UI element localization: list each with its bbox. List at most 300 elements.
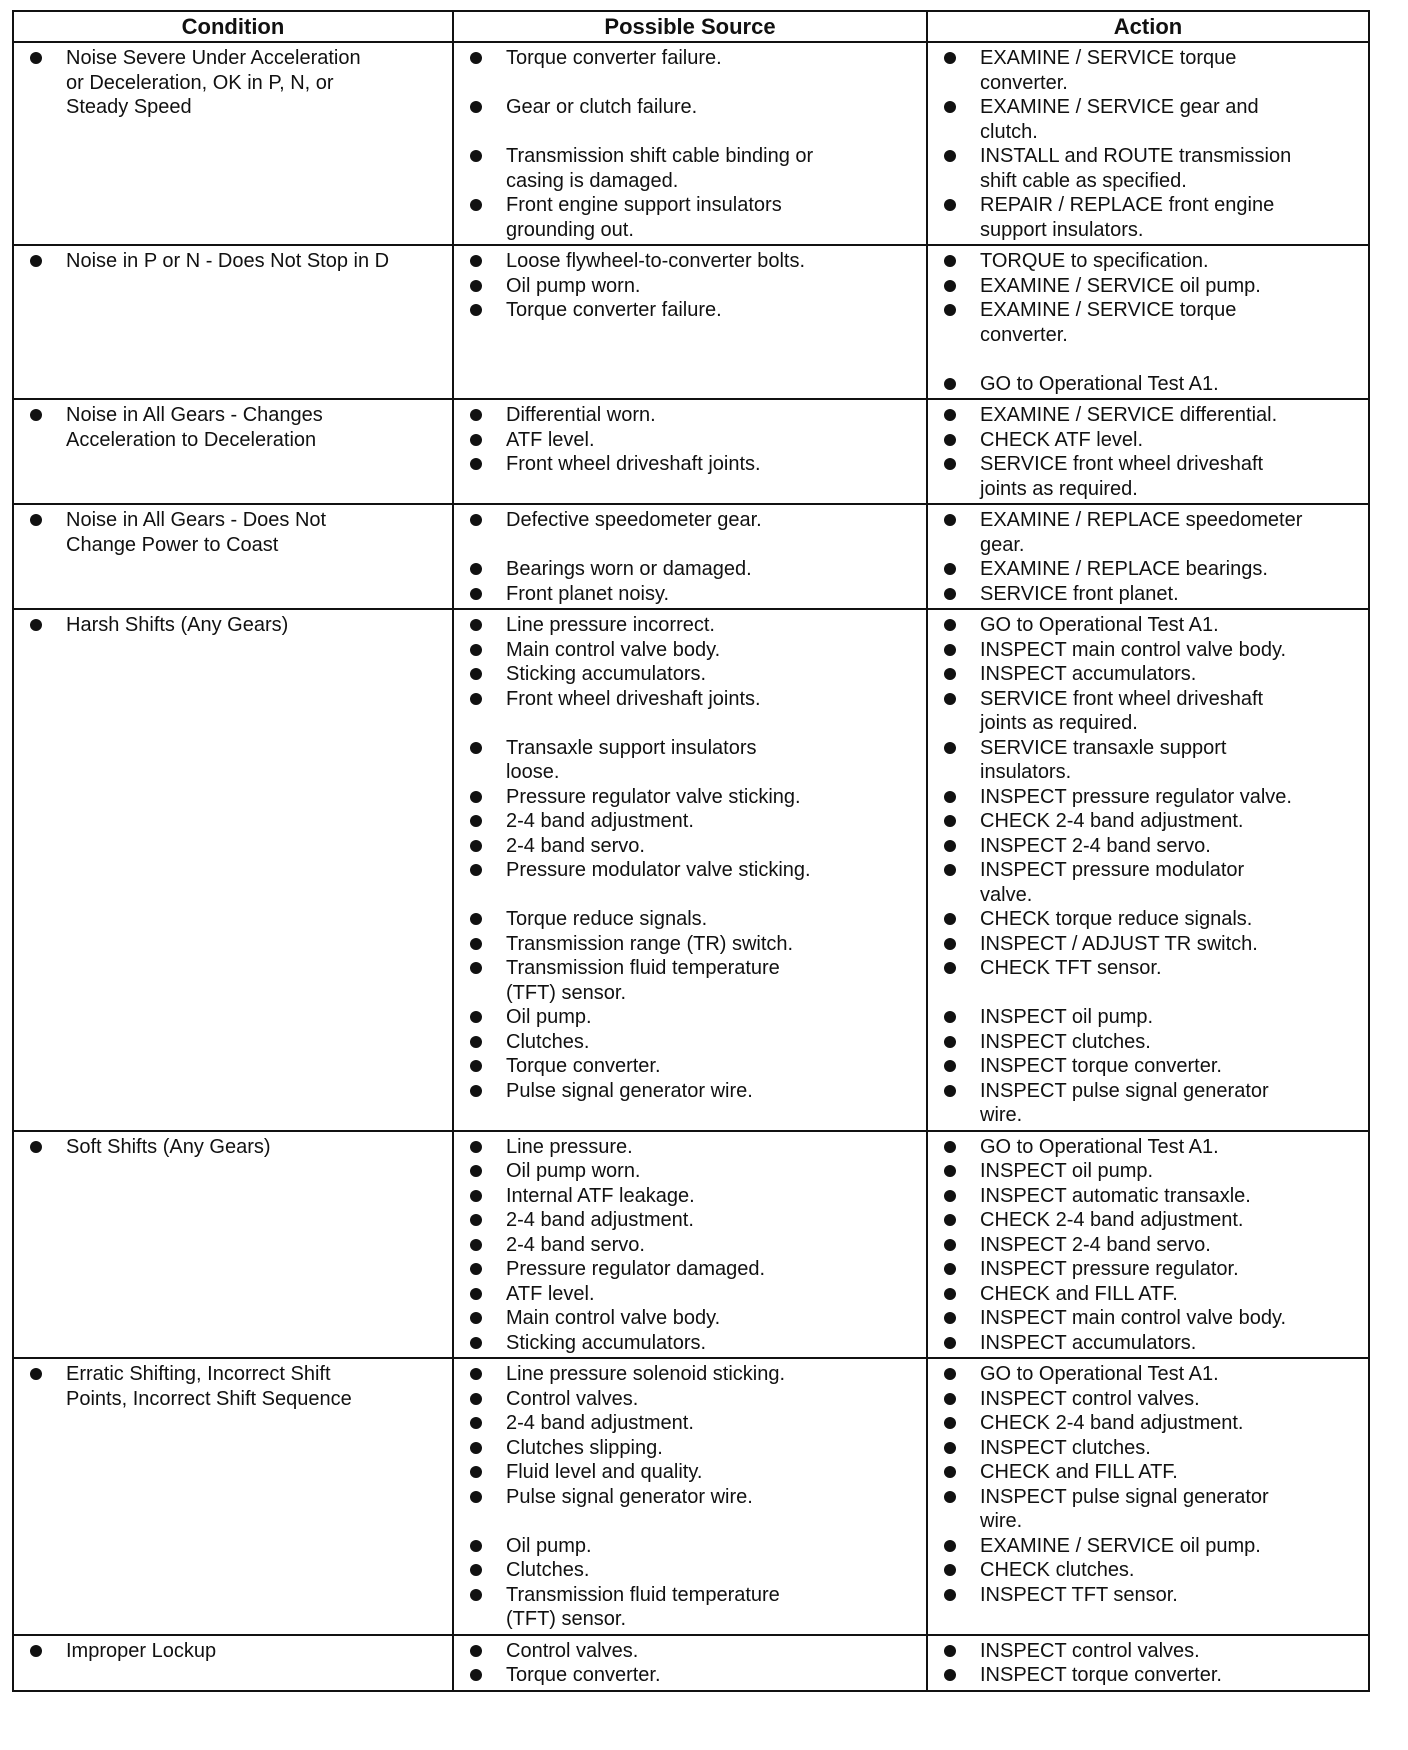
- bullet-icon: [944, 938, 956, 950]
- action-text: INSPECT oil pump.: [980, 1006, 1154, 1028]
- bullet-icon: [944, 1491, 956, 1503]
- condition-text: Noise in All Gears - Does Not Change Power to Coast: [66, 509, 327, 556]
- source-text: 2-4 band adjustment.: [506, 1209, 694, 1231]
- bullet-icon: [470, 1417, 482, 1429]
- bullet-icon: [944, 815, 956, 827]
- bullet-icon: [470, 1141, 482, 1153]
- bullet-icon: [944, 1263, 956, 1275]
- bullet-icon: [470, 1540, 482, 1552]
- bullet-icon: [470, 644, 482, 656]
- action-item: [934, 858, 1362, 907]
- action-item: [934, 1362, 1362, 1387]
- bullet-icon: [470, 434, 482, 446]
- bullet-icon: [470, 52, 482, 64]
- bullet-icon: [944, 1645, 956, 1657]
- source-text: Control valves.: [506, 1639, 639, 1662]
- bullet-icon: [944, 1214, 956, 1226]
- action-cell: [927, 399, 1369, 504]
- action-text: EXAMINE / SERVICE torque converter.: [980, 299, 1237, 346]
- bullet-icon: [944, 619, 956, 631]
- source-text: 2-4 band adjustment.: [506, 810, 694, 832]
- action-item: [934, 1411, 1362, 1436]
- bullet-icon: [944, 1190, 956, 1202]
- action-item: [934, 1079, 1362, 1128]
- bullet-icon: [944, 409, 956, 421]
- table-row: [13, 42, 1369, 245]
- source-item: [460, 249, 920, 274]
- source-text: Internal ATF leakage.: [506, 1184, 695, 1207]
- source-item: [460, 1030, 920, 1055]
- source-item: [460, 1663, 920, 1688]
- source-item: [460, 403, 920, 428]
- bullet-icon: [944, 514, 956, 526]
- condition-cell: [13, 609, 453, 1131]
- bullet-icon: [30, 1141, 42, 1153]
- bullet-icon: [470, 514, 482, 526]
- action-item: [934, 508, 1362, 557]
- action-text: INSPECT control valves.: [980, 1387, 1200, 1410]
- source-text: Oil pump worn.: [506, 274, 641, 297]
- bullet-icon: [470, 1263, 482, 1275]
- table-row: [13, 245, 1369, 399]
- action-text: INSPECT accumulators.: [980, 663, 1197, 685]
- header-action: Action: [927, 11, 1369, 42]
- source-item: [460, 1079, 920, 1104]
- source-cell: [453, 504, 927, 609]
- bullet-icon: [470, 563, 482, 575]
- source-item: [460, 858, 920, 883]
- source-text: Torque converter.: [506, 1664, 661, 1686]
- action-item: [934, 1583, 1362, 1608]
- action-text: REPAIR / REPLACE front engine support insulators.: [980, 194, 1275, 241]
- bullet-icon: [944, 563, 956, 575]
- condition-cell: [13, 504, 453, 609]
- condition-cell: [13, 42, 453, 245]
- bullet-icon: [944, 150, 956, 162]
- source-item: [460, 1436, 920, 1461]
- bullet-icon: [944, 1564, 956, 1576]
- bullet-icon: [944, 913, 956, 925]
- bullet-icon: [470, 840, 482, 852]
- source-item: [460, 834, 920, 859]
- action-item: [934, 1282, 1362, 1307]
- action-item: [934, 932, 1362, 957]
- source-item: [460, 1387, 920, 1412]
- source-item: [460, 144, 920, 193]
- source-item: [460, 428, 920, 453]
- bullet-icon: [944, 458, 956, 470]
- bullet-icon: [30, 1645, 42, 1657]
- action-text: INSPECT accumulators.: [980, 1331, 1197, 1354]
- action-text: INSPECT 2-4 band servo.: [980, 834, 1211, 857]
- bullet-icon: [944, 588, 956, 600]
- bullet-icon: [944, 644, 956, 656]
- bullet-icon: [470, 199, 482, 211]
- action-text: INSPECT main control valve body.: [980, 1307, 1287, 1329]
- condition-item: [20, 249, 446, 274]
- action-text: INSPECT main control valve body.: [980, 638, 1287, 661]
- source-text: Oil pump worn.: [506, 1160, 641, 1182]
- bullet-icon: [470, 1368, 482, 1380]
- action-item: [934, 582, 1362, 607]
- source-text: Front wheel driveshaft joints.: [506, 687, 761, 710]
- action-text: GO to Operational Test A1.: [980, 372, 1219, 395]
- source-text: Line pressure incorrect.: [506, 614, 715, 636]
- action-item: [934, 428, 1362, 453]
- condition-item: [20, 1362, 446, 1411]
- action-item: [934, 1331, 1362, 1356]
- source-item: [460, 1282, 920, 1307]
- action-cell: [927, 245, 1369, 399]
- source-item: [460, 1558, 920, 1583]
- action-text: EXAMINE / SERVICE gear and clutch.: [980, 96, 1259, 143]
- source-item: [460, 1257, 920, 1282]
- bullet-icon: [944, 1011, 956, 1023]
- bullet-icon: [470, 1442, 482, 1454]
- action-item: [934, 403, 1362, 428]
- source-item: [460, 1208, 920, 1233]
- bullet-icon: [944, 1060, 956, 1072]
- bullet-icon: [470, 1645, 482, 1657]
- action-text: CHECK 2-4 band adjustment.: [980, 1412, 1244, 1434]
- source-cell: [453, 42, 927, 245]
- action-text: INSPECT torque converter.: [980, 1055, 1222, 1077]
- action-item: [934, 638, 1362, 663]
- condition-cell: [13, 245, 453, 399]
- source-text: Pressure modulator valve sticking.: [506, 859, 811, 881]
- source-text: Fluid level and quality.: [506, 1461, 703, 1483]
- condition-item: [20, 403, 446, 452]
- source-text: Loose flywheel-to-converter bolts.: [506, 250, 806, 272]
- source-text: Front planet noisy.: [506, 582, 670, 605]
- source-item: [460, 452, 920, 477]
- table-row: [13, 1635, 1369, 1691]
- table-row: [13, 399, 1369, 504]
- source-item: [460, 95, 920, 120]
- table-row: [13, 1131, 1369, 1359]
- action-item: [934, 249, 1362, 274]
- bullet-icon: [470, 150, 482, 162]
- bullet-icon: [470, 619, 482, 631]
- condition-text: Harsh Shifts (Any Gears): [66, 614, 289, 636]
- bullet-icon: [470, 409, 482, 421]
- action-text: TORQUE to specification.: [980, 250, 1209, 272]
- bullet-icon: [470, 1312, 482, 1324]
- source-item: [460, 1485, 920, 1510]
- source-text: Torque converter failure.: [506, 47, 722, 69]
- condition-text: Improper Lockup: [66, 1639, 217, 1662]
- action-text: SERVICE transaxle support insulators.: [980, 736, 1227, 783]
- source-item: [460, 274, 920, 299]
- bullet-icon: [944, 864, 956, 876]
- diagnosis-table: [12, 10, 1370, 1692]
- action-item: [934, 1639, 1362, 1664]
- action-item: [934, 274, 1362, 299]
- action-item: [934, 372, 1362, 397]
- condition-text: Noise in All Gears - Changes Acceleration to Deceleration: [66, 404, 323, 451]
- source-text: Pressure regulator damaged.: [506, 1258, 766, 1280]
- action-text: INSPECT / ADJUST TR switch.: [980, 932, 1258, 955]
- action-text: INSPECT automatic transaxle.: [980, 1184, 1251, 1207]
- source-text: Transmission fluid temperature (TFT) sensor.: [506, 1583, 780, 1630]
- action-item: [934, 834, 1362, 859]
- action-item: [934, 687, 1362, 736]
- bullet-icon: [470, 1466, 482, 1478]
- source-item: [460, 1135, 920, 1160]
- condition-item: [20, 1639, 446, 1664]
- header-possible-source: Possible Source: [453, 11, 927, 42]
- source-text: Control valves.: [506, 1387, 639, 1410]
- source-text: Torque reduce signals.: [506, 908, 708, 930]
- source-text: Sticking accumulators.: [506, 663, 707, 685]
- action-text: CHECK and FILL ATF.: [980, 1282, 1178, 1305]
- source-text: Torque converter failure.: [506, 299, 722, 321]
- table-row: [13, 1358, 1369, 1635]
- bullet-icon: [470, 1060, 482, 1072]
- source-text: Transmission fluid temperature (TFT) sensor.: [506, 957, 780, 1004]
- source-item: [460, 907, 920, 932]
- bullet-icon: [944, 378, 956, 390]
- action-text: CHECK and FILL ATF.: [980, 1461, 1178, 1483]
- action-item: [934, 46, 1362, 95]
- bullet-icon: [470, 101, 482, 113]
- bullet-icon: [944, 791, 956, 803]
- source-text: Front engine support insulators grounding out.: [506, 194, 782, 241]
- action-text: INSPECT pulse signal generator wire.: [980, 1485, 1269, 1532]
- action-item: [934, 1184, 1362, 1209]
- condition-item: [20, 1135, 446, 1160]
- action-text: EXAMINE / SERVICE differential.: [980, 404, 1278, 426]
- source-item: [460, 1184, 920, 1209]
- bullet-icon: [470, 1190, 482, 1202]
- bullet-icon: [30, 255, 42, 267]
- action-text: SERVICE front wheel driveshaft joints as required.: [980, 687, 1264, 734]
- action-item: [934, 452, 1362, 501]
- bullet-icon: [470, 1393, 482, 1405]
- bullet-icon: [944, 840, 956, 852]
- action-cell: [927, 1358, 1369, 1635]
- condition-cell: [13, 1635, 453, 1691]
- source-text: Pulse signal generator wire.: [506, 1079, 753, 1102]
- source-item: [460, 785, 920, 810]
- source-item: [460, 613, 920, 638]
- bullet-icon: [944, 742, 956, 754]
- source-text: Line pressure.: [506, 1135, 633, 1158]
- source-text: 2-4 band adjustment.: [506, 1412, 694, 1434]
- action-text: INSPECT torque converter.: [980, 1664, 1222, 1686]
- action-text: GO to Operational Test A1.: [980, 1363, 1219, 1385]
- action-item: [934, 809, 1362, 834]
- action-cell: [927, 1131, 1369, 1359]
- source-item: [460, 46, 920, 71]
- bullet-icon: [944, 255, 956, 267]
- source-item: [460, 662, 920, 687]
- bullet-icon: [944, 304, 956, 316]
- action-text: INSPECT oil pump.: [980, 1160, 1154, 1182]
- bullet-icon: [470, 864, 482, 876]
- bullet-icon: [470, 255, 482, 267]
- bullet-icon: [944, 1540, 956, 1552]
- header-condition: Condition: [13, 11, 453, 42]
- source-item: [460, 557, 920, 582]
- bullet-icon: [470, 1011, 482, 1023]
- bullet-icon: [944, 1141, 956, 1153]
- action-text: INSPECT clutches.: [980, 1030, 1151, 1053]
- bullet-icon: [944, 1442, 956, 1454]
- action-item: [934, 1159, 1362, 1184]
- bullet-icon: [944, 1312, 956, 1324]
- bullet-icon: [470, 1288, 482, 1300]
- bullet-icon: [944, 693, 956, 705]
- bullet-icon: [470, 280, 482, 292]
- action-item: [934, 1387, 1362, 1412]
- action-item: [934, 736, 1362, 785]
- action-item: [934, 1233, 1362, 1258]
- bullet-icon: [470, 1036, 482, 1048]
- bullet-icon: [30, 619, 42, 631]
- action-item: [934, 1054, 1362, 1079]
- source-text: 2-4 band servo.: [506, 1233, 645, 1256]
- bullet-icon: [470, 1589, 482, 1601]
- action-item: [934, 613, 1362, 638]
- table-header-row: [13, 11, 1369, 42]
- action-item: [934, 298, 1362, 347]
- action-text: CHECK torque reduce signals.: [980, 908, 1253, 930]
- source-text: Main control valve body.: [506, 1307, 721, 1329]
- bullet-icon: [470, 588, 482, 600]
- source-cell: [453, 609, 927, 1131]
- action-text: EXAMINE / SERVICE torque converter.: [980, 47, 1237, 94]
- action-text: INSPECT 2-4 band servo.: [980, 1233, 1211, 1256]
- source-text: Line pressure solenoid sticking.: [506, 1363, 786, 1385]
- action-text: INSPECT pressure regulator.: [980, 1258, 1239, 1280]
- action-item: [934, 785, 1362, 810]
- source-item: [460, 298, 920, 323]
- action-text: EXAMINE / REPLACE bearings.: [980, 558, 1268, 580]
- bullet-icon: [944, 1085, 956, 1097]
- source-text: 2-4 band servo.: [506, 834, 645, 857]
- action-item: [934, 1663, 1362, 1688]
- source-item: [460, 1639, 920, 1664]
- bullet-icon: [470, 815, 482, 827]
- source-text: Gear or clutch failure.: [506, 96, 698, 118]
- bullet-icon: [470, 668, 482, 680]
- bullet-icon: [470, 458, 482, 470]
- source-item: [460, 1362, 920, 1387]
- action-item: [934, 1005, 1362, 1030]
- bullet-icon: [944, 1239, 956, 1251]
- condition-cell: [13, 1358, 453, 1635]
- action-text: GO to Operational Test A1.: [980, 1135, 1219, 1158]
- source-text: ATF level.: [506, 428, 595, 451]
- action-item: [934, 662, 1362, 687]
- bullet-icon: [30, 1368, 42, 1380]
- bullet-icon: [470, 1165, 482, 1177]
- condition-text: Noise Severe Under Acceleration or Deceleration, OK in P, N, or Steady Speed: [66, 47, 361, 118]
- bullet-icon: [470, 1337, 482, 1349]
- source-text: Bearings worn or damaged.: [506, 558, 752, 580]
- action-text: INSPECT pressure modulator valve.: [980, 859, 1245, 906]
- bullet-icon: [944, 1589, 956, 1601]
- action-item: [934, 557, 1362, 582]
- condition-cell: [13, 1131, 453, 1359]
- bullet-icon: [470, 913, 482, 925]
- source-item: [460, 932, 920, 957]
- action-text: SERVICE front planet.: [980, 582, 1179, 605]
- source-item: [460, 1331, 920, 1356]
- bullet-icon: [470, 962, 482, 974]
- bullet-icon: [944, 1417, 956, 1429]
- source-text: Clutches slipping.: [506, 1436, 663, 1459]
- condition-text: Noise in P or N - Does Not Stop in D: [66, 250, 390, 272]
- bullet-icon: [944, 280, 956, 292]
- action-item: [934, 907, 1362, 932]
- condition-cell: [13, 399, 453, 504]
- action-item: [934, 95, 1362, 144]
- bullet-icon: [944, 668, 956, 680]
- action-text: INSPECT pulse signal generator wire.: [980, 1079, 1269, 1126]
- action-text: INSPECT control valves.: [980, 1639, 1200, 1662]
- source-text: Transmission range (TR) switch.: [506, 932, 794, 955]
- source-text: Sticking accumulators.: [506, 1331, 707, 1354]
- source-item: [460, 193, 920, 242]
- action-item: [934, 1135, 1362, 1160]
- source-item: [460, 1005, 920, 1030]
- bullet-icon: [470, 938, 482, 950]
- source-item: [460, 1306, 920, 1331]
- bullet-icon: [944, 52, 956, 64]
- bullet-icon: [944, 1165, 956, 1177]
- source-text: Clutches.: [506, 1030, 590, 1053]
- bullet-icon: [30, 409, 42, 421]
- condition-text: Soft Shifts (Any Gears): [66, 1135, 271, 1158]
- source-text: Clutches.: [506, 1559, 590, 1581]
- action-item: [934, 1030, 1362, 1055]
- source-item: [460, 1534, 920, 1559]
- source-text: Defective speedometer gear.: [506, 509, 762, 531]
- bullet-icon: [944, 1337, 956, 1349]
- table-row: [13, 609, 1369, 1131]
- bullet-icon: [944, 1036, 956, 1048]
- source-text: Transaxle support insulators loose.: [506, 736, 757, 783]
- condition-item: [20, 508, 446, 557]
- action-item: [934, 1306, 1362, 1331]
- source-item: [460, 582, 920, 607]
- bullet-icon: [470, 791, 482, 803]
- source-item: [460, 1460, 920, 1485]
- action-text: INSPECT clutches.: [980, 1436, 1151, 1459]
- bullet-icon: [944, 101, 956, 113]
- source-text: ATF level.: [506, 1282, 595, 1305]
- action-text: CHECK 2-4 band adjustment.: [980, 1209, 1244, 1231]
- action-text: CHECK clutches.: [980, 1559, 1135, 1581]
- action-item: [934, 1460, 1362, 1485]
- source-text: Oil pump.: [506, 1534, 592, 1557]
- source-item: [460, 687, 920, 712]
- action-item: [934, 144, 1362, 193]
- action-item: [934, 956, 1362, 981]
- bullet-icon: [944, 1466, 956, 1478]
- source-text: Pulse signal generator wire.: [506, 1485, 753, 1508]
- action-cell: [927, 42, 1369, 245]
- action-cell: [927, 609, 1369, 1131]
- bullet-icon: [30, 52, 42, 64]
- action-text: CHECK 2-4 band adjustment.: [980, 810, 1244, 832]
- source-text: Torque converter.: [506, 1055, 661, 1077]
- bullet-icon: [944, 434, 956, 446]
- action-text: CHECK ATF level.: [980, 428, 1143, 451]
- action-text: EXAMINE / REPLACE speedometer gear.: [980, 509, 1303, 556]
